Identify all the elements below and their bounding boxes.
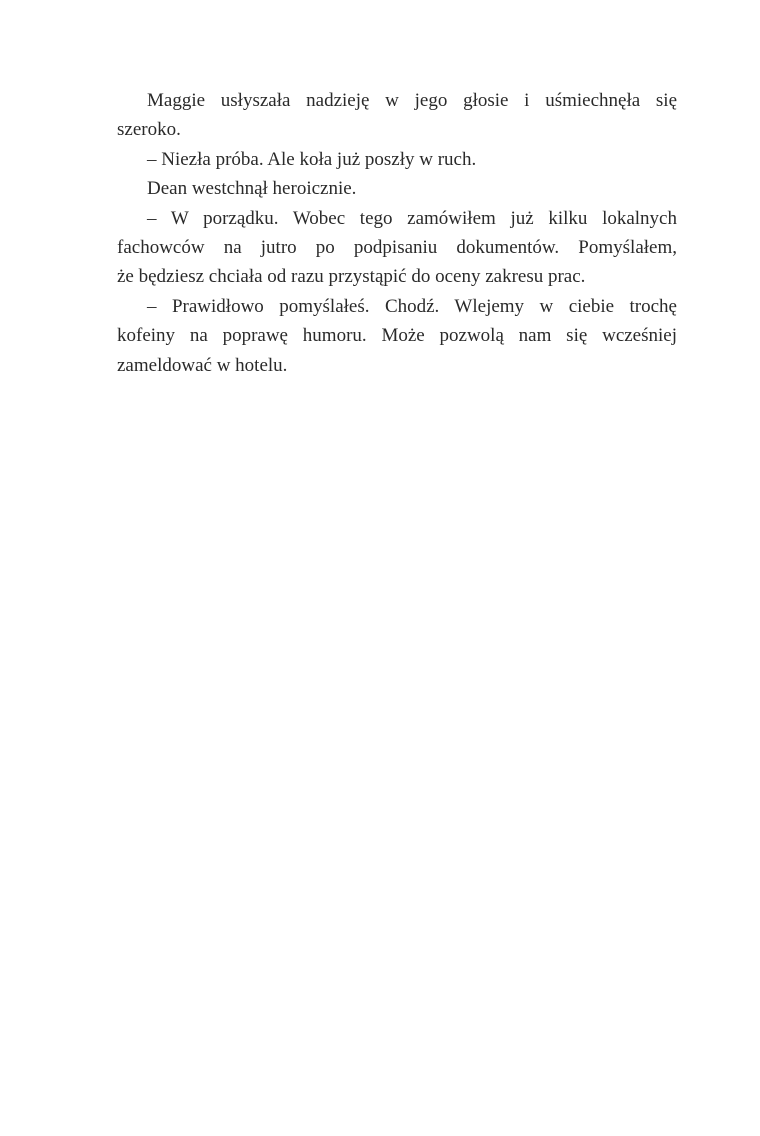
text-line: zameldować w hotelu. — [117, 354, 288, 376]
text-line: kofeiny na poprawę humoru. Może pozwolą nam się wcześniej — [117, 325, 677, 347]
text-line: szeroko. — [117, 119, 181, 141]
body-text — [117, 86, 677, 380]
text-line: – Niezła próba. Ale koła już poszły w ruch. — [147, 148, 477, 170]
text-line: Maggie usłyszała nadzieję w jego głosie i uśmiechnęła się — [147, 90, 677, 111]
text-line: – W porządku. Wobec tego zamówiłem już kilku lokalnych — [147, 207, 677, 229]
text-line: – Prawidłowo pomyślałeś. Chodź. Wlejemy w ciebie trochę — [147, 295, 677, 317]
text-line: Dean westchnął heroicznie. — [147, 178, 357, 200]
text-line: że będziesz chciała od razu przystąpić do oceny zakresu prac. — [117, 266, 586, 288]
text-line: fachowców na jutro po podpisaniu dokumentów. Pomyślałem, — [117, 236, 677, 258]
